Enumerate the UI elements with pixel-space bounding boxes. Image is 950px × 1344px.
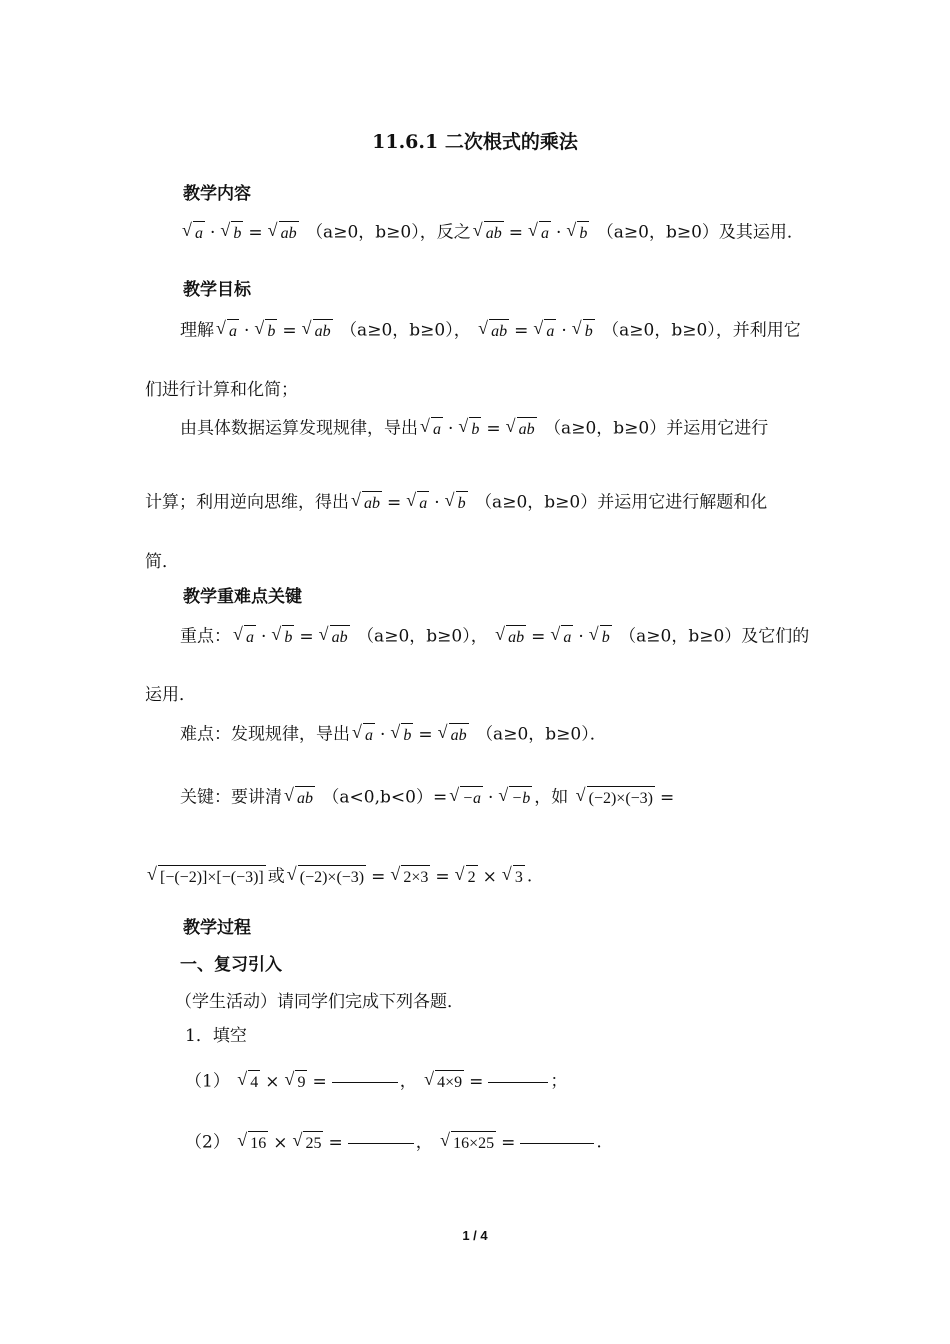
sqrt-2-times-3: √ 2×3 bbox=[390, 864, 430, 890]
condition: （a≥0，b≥0） bbox=[596, 222, 719, 243]
sqrt-b: √ b bbox=[458, 416, 481, 442]
heading-process: 教学过程 bbox=[183, 918, 251, 938]
sqrt-a: √ a bbox=[233, 624, 256, 650]
sqrt-b: √ b bbox=[390, 722, 413, 748]
sqrt-ab: √ ab bbox=[438, 722, 469, 748]
answer-blank[interactable] bbox=[332, 1082, 398, 1083]
sqrt-a: √ a bbox=[550, 624, 573, 650]
goal-line-3-cont: 简． bbox=[145, 552, 179, 572]
sqrt-b: √ b bbox=[220, 220, 243, 246]
sqrt-neg2-times-neg3: √ (−2)×(−3) bbox=[287, 864, 366, 890]
sqrt-neg-a: √ −a bbox=[449, 785, 483, 811]
sqrt-ab: √ ab bbox=[284, 785, 315, 811]
sqrt-4x9: √ 4×9 bbox=[424, 1069, 464, 1095]
goal-line-2: 由具体数据运算发现规律，导出 √ a · √ b = √ ab （a≥0，b≥0）并运用它进行 bbox=[180, 416, 768, 442]
sqrt-2: √ 2 bbox=[455, 864, 478, 890]
goal-line-1: 理解 √ a · √ b = √ ab （a≥0，b≥0）， √ ab = √ a · √ b （a≥0，b≥0），并利用它 bbox=[180, 318, 801, 344]
doc-title: 11.6.1 二次根式的乘法 bbox=[372, 131, 578, 153]
sqrt-a: √ a bbox=[533, 318, 556, 344]
sqrt-a: √ a bbox=[352, 722, 375, 748]
question-1-2: （2） √ 16 × √ 25 = ， √ 16×25 = . bbox=[185, 1130, 602, 1156]
sqrt-16: √ 16 bbox=[237, 1130, 268, 1156]
sqrt-ab: √ ab bbox=[478, 318, 509, 344]
heading-goals: 教学目标 bbox=[183, 280, 251, 300]
sqrt-a: √ a bbox=[406, 490, 429, 516]
heading-key-points: 教学重难点关键 bbox=[183, 587, 302, 607]
sqrt-neg-b: √ −b bbox=[498, 785, 532, 811]
answer-blank[interactable] bbox=[348, 1143, 414, 1144]
sqrt-b: √ b bbox=[445, 490, 468, 516]
sqrt-neg2-times-neg3: √ (−2)×(−3) bbox=[576, 785, 655, 811]
sqrt-b: √ b bbox=[254, 318, 277, 344]
sqrt-3: √ 3 bbox=[502, 864, 525, 890]
sqrt-16x25: √ 16×25 bbox=[440, 1130, 496, 1156]
text-fanzhi: ，反之 bbox=[419, 222, 471, 243]
sqrt-ab: √ ab bbox=[495, 624, 526, 650]
sqrt-a: √ a bbox=[216, 318, 239, 344]
key-point-line: 重点： √ a · √ b = √ ab （a≥0，b≥0）， √ ab = √ a · √ b （a≥0，b≥0）及它们的 bbox=[180, 624, 809, 650]
goal-line-1-cont: 们进行计算和化简； bbox=[145, 380, 298, 400]
question-1-1: （1） √ 4 × √ 9 = ， √ 4×9 = ； bbox=[185, 1069, 567, 1095]
subheading-review: 一、复习引入 bbox=[180, 955, 282, 975]
sqrt-ab: √ ab bbox=[473, 220, 504, 246]
activity-text: （学生活动）请同学们完成下列各题． bbox=[175, 992, 464, 1012]
sqrt-b: √ b bbox=[572, 318, 595, 344]
answer-blank[interactable] bbox=[520, 1143, 594, 1144]
sqrt-b: √ b bbox=[566, 220, 589, 246]
sqrt-4: √ 4 bbox=[237, 1069, 260, 1095]
sqrt-a: √ a bbox=[420, 416, 443, 442]
sqrt-a: √ a bbox=[182, 220, 205, 246]
sqrt-ab: √ ab bbox=[302, 318, 333, 344]
question-1: 1．填空 bbox=[185, 1026, 247, 1046]
key-point-cont: 运用． bbox=[145, 685, 196, 705]
answer-blank[interactable] bbox=[488, 1082, 548, 1083]
content-formula-line: √ a · √ b = √ ab （a≥0，b≥0），反之 √ ab = √ a · √ b （a≥0，b≥0）及其运用． bbox=[180, 220, 804, 246]
goal-line-3: 计算；利用逆向思维，得出 √ ab = √ a · √ b （a≥0，b≥0）并运用它进行解题和化 bbox=[145, 490, 767, 516]
sqrt-ab: √ ab bbox=[351, 490, 382, 516]
critical-line: 关键：要讲清 √ ab （a<0,b<0）= √ −a · √ −b ，如 √ (−2)×(−3) = bbox=[180, 785, 677, 811]
sqrt-ab: √ ab bbox=[506, 416, 537, 442]
sqrt-ab: √ ab bbox=[268, 220, 299, 246]
sqrt-b: √ b bbox=[271, 624, 294, 650]
sqrt-bracket-expr: √ [−(−2)]×[−(−3)] bbox=[147, 864, 266, 890]
page-indicator: 1 / 4 bbox=[462, 1228, 488, 1243]
sqrt-25: √ 25 bbox=[292, 1130, 323, 1156]
critical-line-cont: √ [−(−2)]×[−(−3)] 或 √ (−2)×(−3) = √ 2×3 = √ 2 × √ 3 . bbox=[145, 864, 532, 890]
condition: （a≥0，b≥0） bbox=[306, 222, 420, 243]
sqrt-9: √ 9 bbox=[284, 1069, 307, 1095]
sqrt-ab: √ ab bbox=[319, 624, 350, 650]
sqrt-b: √ b bbox=[589, 624, 612, 650]
text-jiqi: 及其运用． bbox=[718, 222, 804, 243]
heading-content: 教学内容 bbox=[183, 184, 251, 204]
difficulty-line: 难点：发现规律，导出 √ a · √ b = √ ab （a≥0，b≥0）． bbox=[180, 722, 607, 748]
sqrt-a: √ a bbox=[528, 220, 551, 246]
